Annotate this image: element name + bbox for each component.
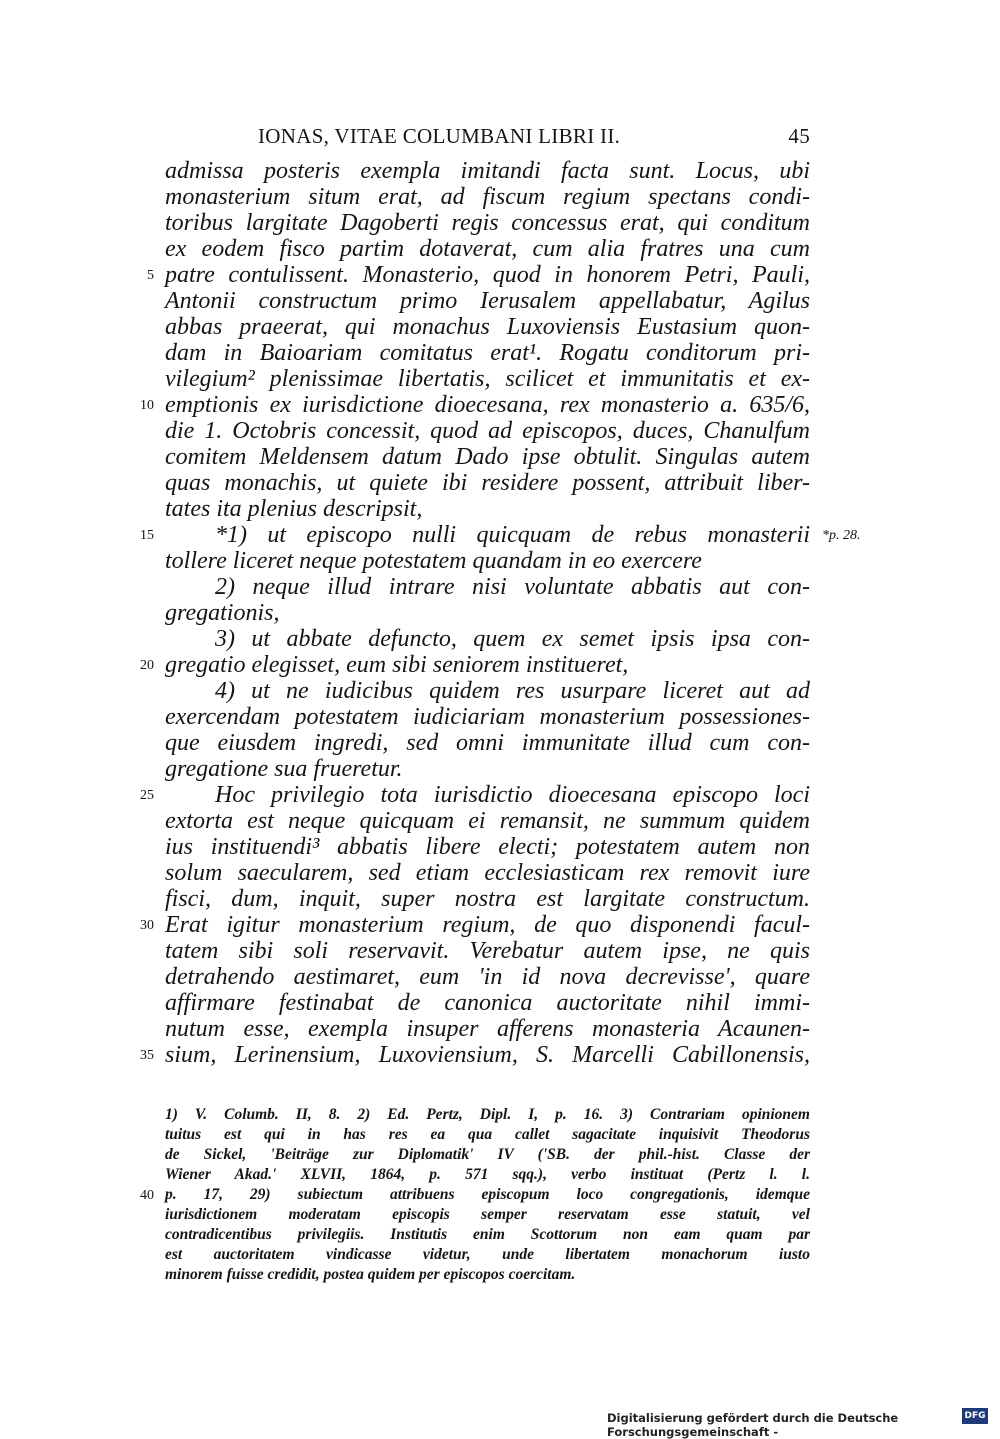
footnote-line-number: 40 bbox=[140, 1188, 154, 1203]
margin-page-reference: *p. 28. bbox=[822, 528, 861, 543]
page-header-title: IONAS, VITAE COLUMBANI LIBRI II. bbox=[258, 124, 621, 148]
footnote-line: minorem fuisse credidit, postea quidem per episcopos coercitam. bbox=[165, 1266, 576, 1283]
line-number: 10 bbox=[140, 398, 154, 413]
line-number: 20 bbox=[140, 658, 154, 673]
body-line: 3) ut abbate defuncto, quem ex semet ipsis ipsa con- bbox=[215, 626, 810, 652]
body-line: abbas praeerat, qui monachus Luxoviensis Eustasium quon- bbox=[165, 314, 810, 340]
body-line: exercendam potestatem iudiciariam monasterium possessiones- bbox=[165, 704, 810, 730]
body-line: patre contulissent. Monasterio, quod in honorem Petri, Pauli, bbox=[165, 262, 810, 288]
body-line: *1) ut episcopo nulli quicquam de rebus monasterii bbox=[215, 522, 810, 548]
digitization-credit: Digitalisierung gefördert durch die Deutsche Forschungsgemeinschaft - bbox=[607, 1411, 899, 1439]
body-line: admissa posteris exempla imitandi facta sunt. Locus, ubi bbox=[165, 158, 810, 184]
line-number: 15 bbox=[140, 528, 154, 543]
body-line: tates ita plenius descripsit, bbox=[165, 496, 423, 522]
body-line: que eiusdem ingredi, sed omni immunitate illud cum con- bbox=[165, 730, 810, 756]
body-line: Erat igitur monasterium regium, de quo disponendi facul- bbox=[165, 912, 810, 938]
body-line: Hoc privilegio tota iurisdictio dioecesana episcopo loci bbox=[215, 782, 810, 808]
footnote-line: est auctoritatem vindicasse videtur, unde libertatem monachorum iusto bbox=[165, 1246, 810, 1263]
footnote-line: tuitus est qui in has res ea qua callet sagacitate inquisivit Theodorus bbox=[165, 1126, 810, 1143]
footnote-line: iurisdictionem moderatam episcopis semper reservatam esse statuit, vel bbox=[165, 1206, 810, 1223]
footnote-line: p. 17, 29) subiectum attribuens episcopum loco congregationis, idemque bbox=[165, 1186, 810, 1203]
dfg-logo-icon: DFG bbox=[962, 1408, 988, 1424]
body-line: detrahendo aestimaret, eum 'in id nova decrevisse', quare bbox=[165, 964, 810, 990]
body-line: sium, Lerinensium, Luxoviensium, S. Marcelli Cabillonensis, bbox=[165, 1042, 810, 1068]
body-line: extorta est neque quicquam ei remansit, ne summum quidem bbox=[165, 808, 810, 834]
body-line: fisci, dum, inquit, super nostra est largitate constructum. bbox=[165, 886, 810, 912]
body-line: ex eodem fisco partim dotaverat, cum alia fratres una cum bbox=[165, 236, 810, 262]
body-line: toribus largitate Dagoberti regis concessus erat, qui conditum bbox=[165, 210, 810, 236]
body-line: solum saecularem, sed etiam ecclesiasticam rex removit iure bbox=[165, 860, 810, 886]
line-number: 35 bbox=[140, 1048, 154, 1063]
line-number: 5 bbox=[147, 268, 154, 283]
body-line: gregationis, bbox=[165, 600, 280, 626]
body-line: 2) neque illud intrare nisi voluntate abbatis aut con- bbox=[215, 574, 810, 600]
body-line: nutum esse, exempla insuper afferens monasteria Acaunen- bbox=[165, 1016, 810, 1042]
body-line: ius instituendi³ abbatis libere electi; potestatem autem non bbox=[165, 834, 810, 860]
body-line: quas monachis, ut quiete ibi residere possent, attribuit liber- bbox=[165, 470, 810, 496]
footnote-line: contradicentibus privilegiis. Institutis enim Scottorum non eam quam par bbox=[165, 1226, 810, 1243]
body-line: gregatione sua frueretur. bbox=[165, 756, 403, 782]
body-line: emptionis ex iurisdictione dioecesana, rex monasterio a. 635/6, bbox=[165, 392, 810, 418]
footnote-line: 1) V. Columb. II, 8. 2) Ed. Pertz, Dipl. I, p. 16. 3) Contrariam opinionem bbox=[165, 1106, 810, 1123]
line-number: 30 bbox=[140, 918, 154, 933]
page-number: 45 bbox=[788, 124, 810, 148]
body-line: vilegium² plenissimae libertatis, scilicet et immunitatis et ex- bbox=[165, 366, 810, 392]
footnote-line: de Sickel, 'Beiträge zur Diplomatik' IV ('SB. der phil.-hist. Classe der bbox=[165, 1146, 810, 1163]
line-number: 25 bbox=[140, 788, 154, 803]
body-line: tatem sibi soli reservavit. Verebatur autem ipse, ne quis bbox=[165, 938, 810, 964]
body-line: affirmare festinabat de canonica auctoritate nihil immi- bbox=[165, 990, 810, 1016]
body-line: gregatio elegisset, eum sibi seniorem institueret, bbox=[165, 652, 629, 678]
body-line: tollere liceret neque potestatem quandam in eo exercere bbox=[165, 548, 702, 574]
body-line: dam in Baioariam comitatus erat¹. Rogatu conditorum pri- bbox=[165, 340, 810, 366]
body-line: comitem Meldensem datum Dado ipse obtulit. Singulas autem bbox=[165, 444, 810, 470]
body-line: Antonii constructum primo Ierusalem appellabatur, Agilus bbox=[165, 288, 810, 314]
body-line: monasterium situm erat, ad fiscum regium spectans condi- bbox=[165, 184, 810, 210]
body-line: 4) ut ne iudicibus quidem res usurpare liceret aut ad bbox=[215, 678, 810, 704]
footnote-line: Wiener Akad.' XLVII, 1864, p. 571 sqq.), verbo instituat (Pertz l. l. bbox=[165, 1166, 810, 1183]
body-line: die 1. Octobris concessit, quod ad episcopos, duces, Chanulfum bbox=[165, 418, 810, 444]
